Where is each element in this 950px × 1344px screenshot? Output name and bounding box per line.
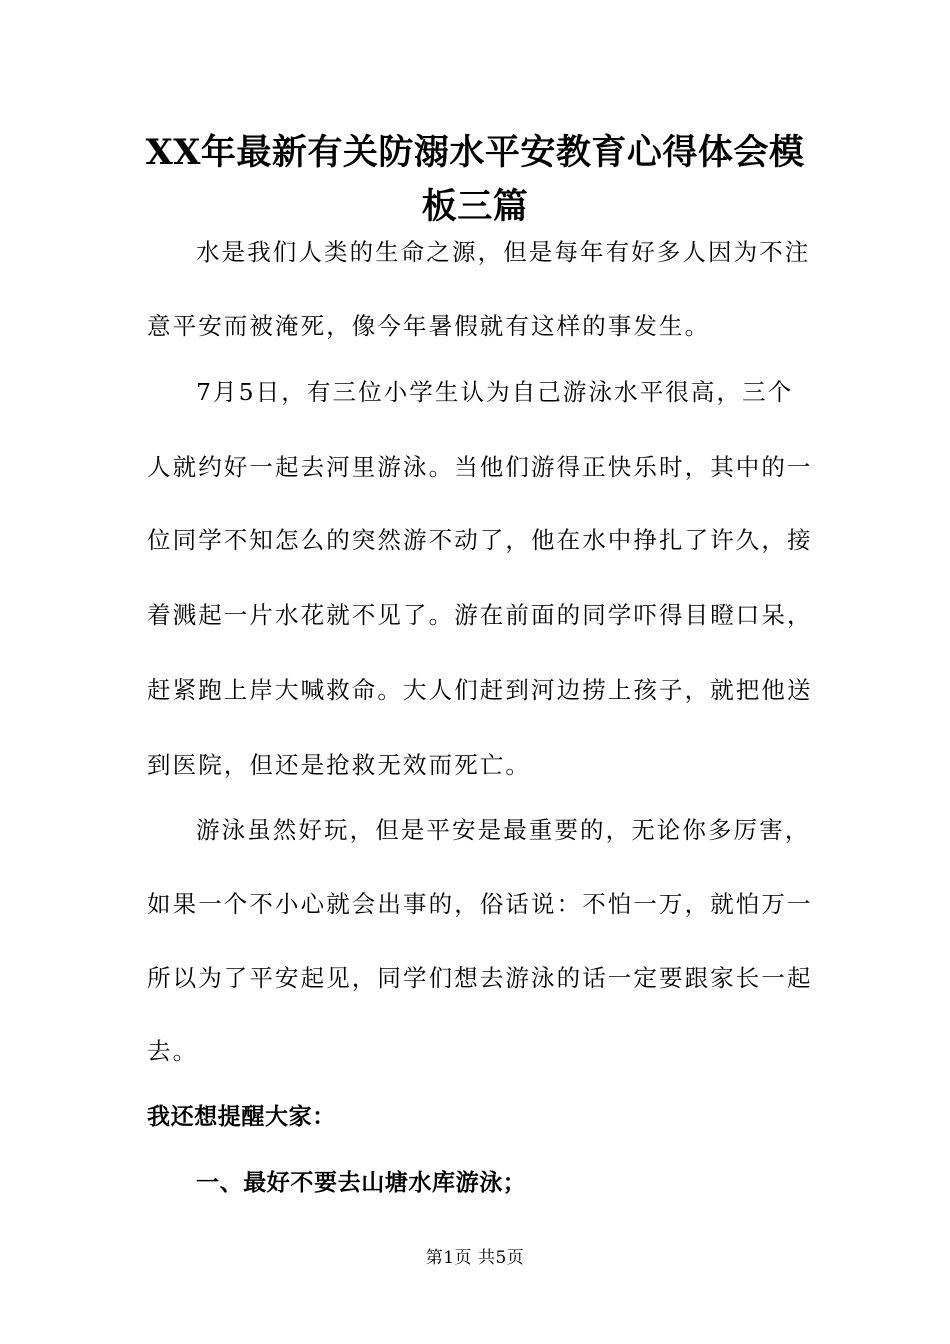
paragraph-line: 去。 <box>147 1037 199 1065</box>
paragraph-line: 人就约好一起去河里游泳。当他们游得正快乐时，其中的一 <box>147 453 813 481</box>
paragraph-line: 游泳虽然好玩，但是平安是最重要的，无论你多厉害， <box>196 816 811 844</box>
paragraph-line: 到医院，但还是抢救无效而死亡。 <box>147 751 531 779</box>
document-title <box>140 126 810 234</box>
paragraph-line: 着溅起一片水花就不见了。游在前面的同学吓得目瞪口呆， <box>147 601 813 629</box>
paragraph-line: 意平安而被淹死，像今年暑假就有这样的事发生。 <box>147 312 711 340</box>
paragraph-line: 赶紧跑上岸大喊救命。大人们赶到河边捞上孩子，就把他送 <box>147 676 813 704</box>
title-line-2: 板三篇 <box>421 186 529 227</box>
paragraph-line: 位同学不知怎么的突然游不动了，他在水中挣扎了许久，接 <box>147 526 813 554</box>
paragraph-line: 如果一个不小心就会出事的，俗话说：不怕一万，就怕万一 <box>147 890 813 918</box>
title-line-1: XX年最新有关防溺水平安教育心得体会模 <box>145 132 805 173</box>
paragraph-line: 7月5日，有三位小学生认为自己游泳水平很高，三个 <box>196 378 794 406</box>
list-item: 一、最好不要去山塘水库游泳； <box>196 1170 527 1196</box>
section-heading: 我还想提醒大家： <box>147 1104 336 1130</box>
paragraph-line: 所以为了平安起见，同学们想去游泳的话一定要跟家长一起 <box>147 964 813 992</box>
paragraph-line: 水是我们人类的生命之源，但是每年有好多人因为不注 <box>196 238 811 266</box>
page-footer: 第1页 共5页 <box>425 1248 525 1268</box>
